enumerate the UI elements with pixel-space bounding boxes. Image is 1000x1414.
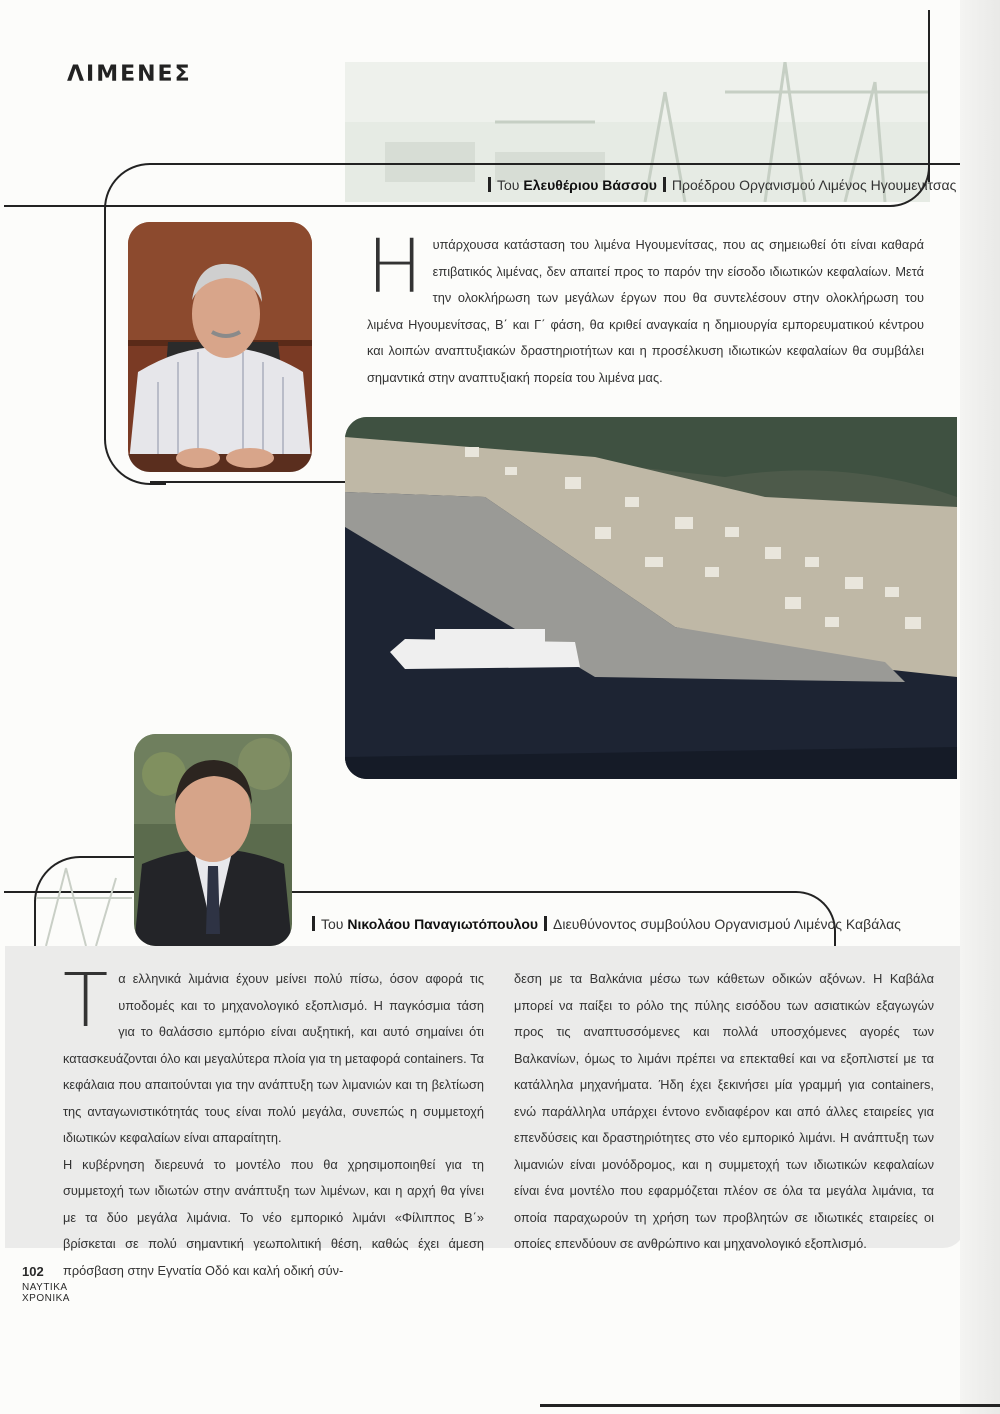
portrait-panagiotopoulos [134, 734, 292, 946]
article-2-column-2 [514, 966, 934, 1258]
page-number: 102 [22, 1264, 44, 1279]
author-role: Προέδρου Οργανισμού Λιμένος Ηγουμενίτσας [671, 177, 957, 193]
byline-bar [544, 916, 547, 931]
portrait-vassos-illustration [128, 222, 312, 472]
byline-prefix: Του [497, 177, 520, 193]
portrait-panagiotopoulos-illustration [134, 734, 292, 946]
section-title: ΛΙΜΕΝΕΣ [67, 62, 192, 87]
frame-line [150, 163, 960, 165]
frame-line [292, 891, 792, 893]
byline-prefix: Του [321, 916, 344, 932]
magazine-name [22, 1282, 70, 1304]
article-2-column-1 [63, 958, 484, 1284]
article-1-paragraph: υπάρχουσα κατάσταση του λιμένα Ηγουμενίτσας, που ας σημειωθεί ότι είναι καθαρά επιβατικός λιμένας, δεν απαιτεί προς το παρόν την είσοδο ιδιωτικών κεφαλαίων. Μετά την ολοκλήρωση των μεγάλων έργων που θα συντελέσουν στην ολοκλήρωση του λιμένα Ηγουμενίτσας, Β΄ και Γ΄ φάση, θα κριθεί αναγκαία η δημιουργία εμπορευματικού κέντρου και λοιπών αναπτυξιακών δραστηριοτήτων και η προσέλκυση ιδιωτικών κεφαλαίων θα συμβάλει σημαντικά στην αναπτυξιακή πορεία του λιμένα μας. [367, 237, 924, 385]
byline-article-1 [482, 177, 956, 193]
frame-arc [104, 163, 166, 225]
byline-bar [488, 177, 491, 192]
frame-line [928, 10, 930, 182]
byline-bar [663, 177, 666, 192]
author-name: Νικολάου Παναγιωτόπουλου [347, 916, 539, 932]
page-edge-shadow [960, 0, 1000, 1414]
author-role: Διευθύνοντος συμβούλου Οργανισμού Λιμένος Καβάλας [553, 916, 901, 932]
article-1-body [367, 224, 924, 391]
background-sketch [36, 858, 132, 946]
page-bottom-rule [540, 1404, 1000, 1407]
article-2-paragraph: α ελληνικά λιμάνια έχουν μείνει πολύ πίσω, όσον αφορά τις υποδομές και το μηχανολογικό εξοπλισμό. Η παγκόσμια τάση για το θαλάσσιο εμπόριο είναι αυξητική, και αυτό σημαίνει ότι κατασκευάζονται όλο και μεγαλύτερα πλοία για τη μεταφορά containers. Τα κεφάλαια που απαιτούνται για την ανάπτυξη των λιμανιών και τη βελτίωση της ανταγωνιστικότητάς τους είναι πολύ μεγάλα, συνεπώς η συμμετοχή ιδιωτικών κεφαλαίων είναι απαραίτητη. [63, 971, 484, 1145]
author-name: Ελευθέριου Βάσσου [523, 177, 657, 193]
dropcap: Τ [63, 958, 109, 1044]
magazine-name-line-2: ΧΡΟΝΙΚΑ [22, 1293, 70, 1304]
frame-line [150, 481, 345, 483]
frame-line [104, 220, 106, 440]
dropcap: Η [367, 224, 423, 310]
magazine-name-line-1: ΝΑΥΤΙΚΑ [22, 1282, 68, 1293]
portrait-vassos [128, 222, 312, 472]
byline-bar [312, 916, 315, 931]
frame-line [4, 205, 884, 207]
port-aerial-illustration [345, 417, 957, 779]
article-2-paragraph: Η κυβέρνηση διερευνά το μοντέλο που θα χρησιμοποιηθεί για τη συμμετοχή των ιδιωτών στην ανάπτυξη των λιμένων, και η αρχή θα γίνει με τα δύο μεγάλα λιμάνια. Το νέο εμπορικό λιμάνι «Φίλιππος Β΄» βρίσκεται σε πολύ σημαντική γεωπολιτική θέση, καθώς έχει άμεση πρόσβαση στην Εγνατία Οδό και καλή οδική σύν- [63, 1156, 484, 1278]
byline-article-2 [306, 916, 901, 932]
port-aerial-photo [345, 417, 957, 779]
article-2-paragraph: δεση με τα Βαλκάνια μέσω των κάθετων οδικών αξόνων. Η Καβάλα μπορεί να παίξει το ρόλο της πύλης εισόδου των ασιατικών εξαγωγών προς τις αναπτυσσόμενες και πολλά υποσχόμενες αγορές των Βαλκανίων, όμως το λιμάνι πρέπει να επεκταθεί και να εξοπλιστεί με τα κατάλληλα μηχανήματα. Ήδη έχει ξεκινήσει μία γραμμή για containers, ενώ παράλληλα υπάρχει έντονο ενδιαφέρον και από άλλες εταιρείες για επενδύσεις και δραστηριότητες στο νέο εμπορικό λιμάνι. Η ανάπτυξη των λιμανιών είναι μονόδρομος, και η συμμετοχή των ιδιωτικών κεφαλαίων είναι ένα μοντέλο που εφαρμόζεται πλέον σε όλα τα μεγάλα λιμάνια, τα οποία παραχωρούν τη χρήση των προβλητών σε ιδιωτικές εταιρείες οι οποίες επενδύουν σε ανθρώπινο και μηχανολογικό εξοπλισμό. [514, 971, 934, 1251]
